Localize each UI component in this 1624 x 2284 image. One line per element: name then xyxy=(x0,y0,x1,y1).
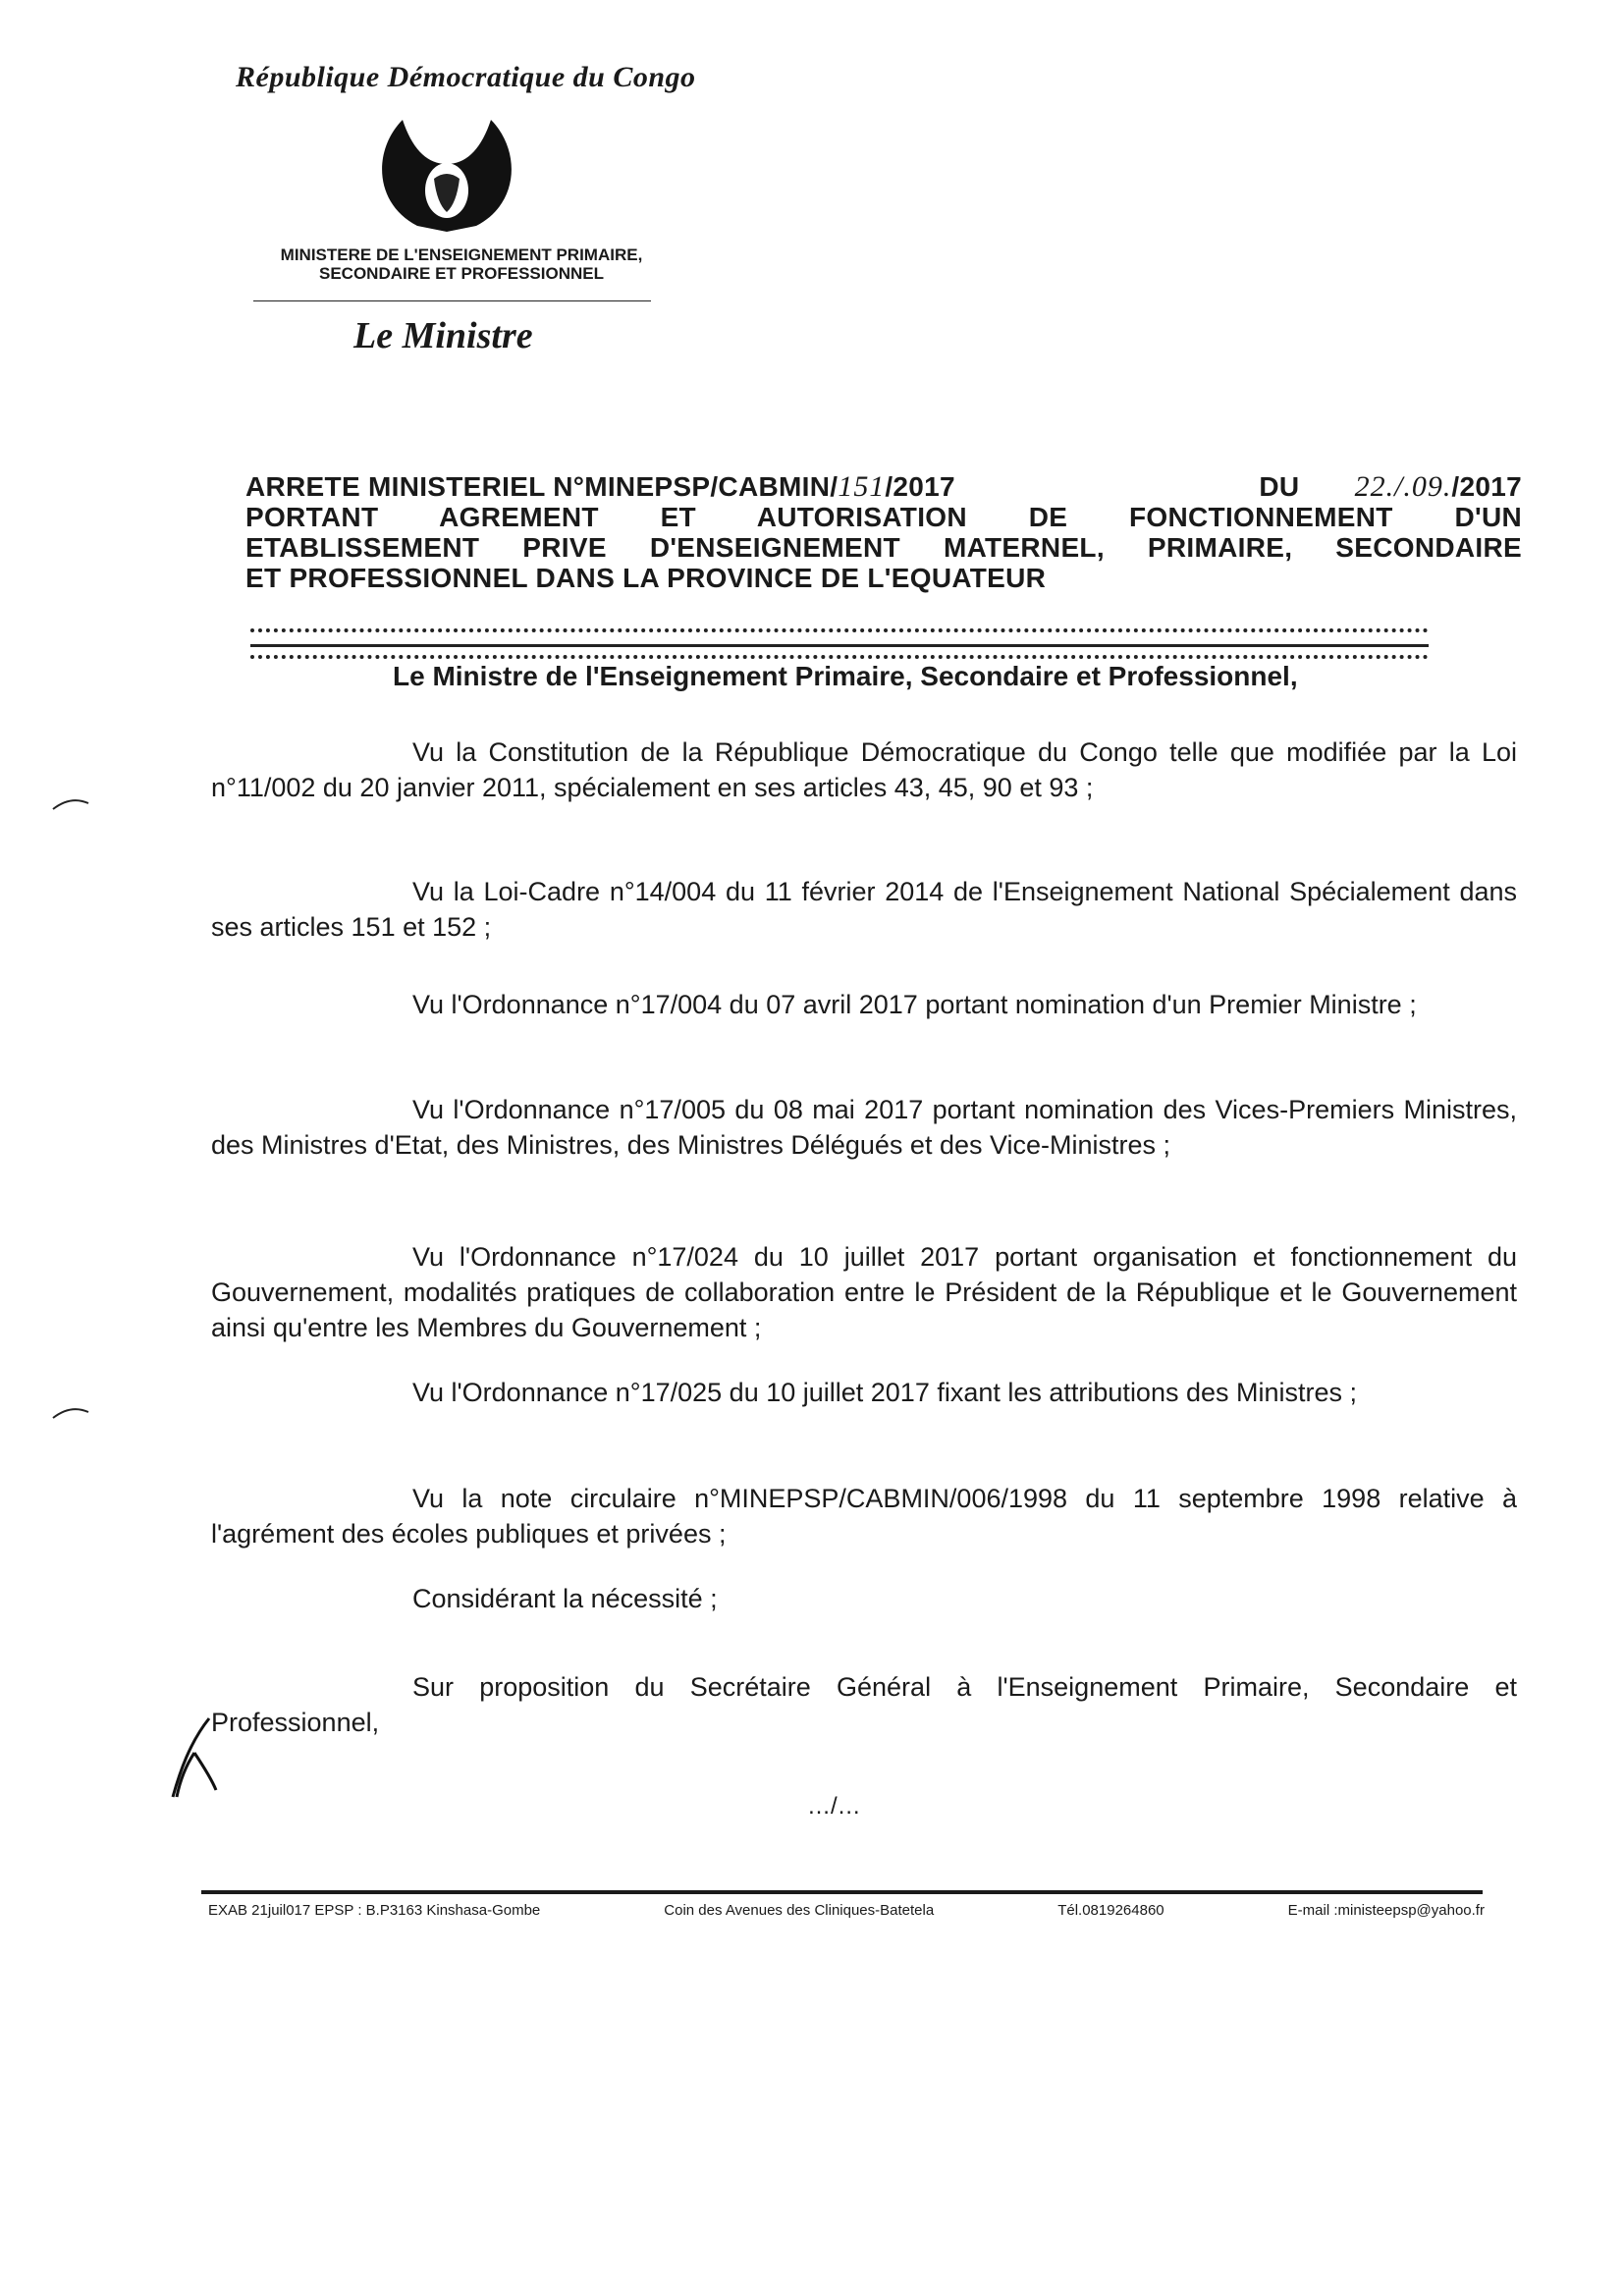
title-dotted-rule-2 xyxy=(250,655,1429,659)
decree-number-prefix: ARRETE MINISTERIEL N°MINEPSP/CABMIN/ xyxy=(245,471,839,502)
footer-address: Coin des Avenues des Cliniques-Batetela xyxy=(664,1902,935,1919)
footer-email: E-mail :ministeepsp@yahoo.fr xyxy=(1287,1902,1485,1919)
footer-reference: EXAB 21juil017 EPSP : B.P3163 Kinshasa-Gombe xyxy=(208,1902,541,1919)
decree-year: /2017 xyxy=(885,471,955,502)
footer xyxy=(208,1902,1485,1919)
decree-number-handwritten: 151 xyxy=(838,470,886,503)
letterhead-divider xyxy=(253,300,651,301)
paragraph-loi-cadre: Vu la Loi-Cadre n°14/004 du 11 février 2014 de l'Enseignement National Spécialement dans ses articles 151 et 152 ; xyxy=(211,877,1517,942)
decree-title-row-4: ET PROFESSIONNEL DANS LA PROVINCE DE L'EQUATEUR xyxy=(245,563,1047,593)
continuation-marker: …/… xyxy=(807,1793,861,1820)
paragraph-ordonnance-17-004: Vu l'Ordonnance n°17/004 du 07 avril 2017 portant nomination d'un Premier Ministre ; xyxy=(412,990,1417,1019)
paragraph-considerant: Considérant la nécessité ; xyxy=(412,1584,718,1613)
republic-heading: République Démocratique du Congo xyxy=(236,61,696,93)
date-label: DU xyxy=(1259,471,1300,502)
coat-of-arms-emblem xyxy=(363,110,530,238)
ministry-name xyxy=(250,245,673,283)
margin-mark xyxy=(51,793,90,813)
footer-phone: Tél.0819264860 xyxy=(1057,1902,1164,1919)
decree-title-row-1 xyxy=(245,471,1522,502)
margin-mark xyxy=(51,1402,90,1422)
ministry-line-1: MINISTERE DE L'ENSEIGNEMENT PRIMAIRE, xyxy=(280,245,643,264)
decree-title-row-3: ETABLISSEMENT PRIVE D'ENSEIGNEMENT MATERNEL, PRIMAIRE, SECONDAIRE xyxy=(245,532,1522,563)
ministry-line-2: SECONDAIRE ET PROFESSIONNEL xyxy=(319,264,604,283)
paragraph-ordonnance-17-024: Vu l'Ordonnance n°17/024 du 10 juillet 2017 portant organisation et fonctionnement du Gouvernement, modalités pratiques de collaboration entre le Président de la République et le Gouvernement ainsi qu'entre les Membres du Gouvernement ; xyxy=(211,1242,1517,1342)
footer-rule xyxy=(201,1890,1483,1894)
paragraph-note-circulaire: Vu la note circulaire n°MINEPSP/CABMIN/006/1998 du 11 septembre 1998 relative à l'agrément des écoles publiques et privées ; xyxy=(211,1484,1517,1549)
signatory-title: Le Ministre xyxy=(353,315,533,356)
title-dotted-rule xyxy=(250,628,1429,632)
paragraph-proposition: Sur proposition du Secrétaire Général à l'Enseignement Primaire, Secondaire et Professionnel, xyxy=(211,1672,1517,1737)
preamble: Le Ministre de l'Enseignement Primaire, Secondaire et Professionnel, xyxy=(393,661,1298,691)
paragraph-ordonnance-17-005: Vu l'Ordonnance n°17/005 du 08 mai 2017 portant nomination des Vices-Premiers Ministres, des Ministres d'Etat, des Ministres, des Ministres Délégués et des Vice-Ministres ; xyxy=(211,1095,1517,1160)
paragraph-ordonnance-17-025: Vu l'Ordonnance n°17/025 du 10 juillet 2017 fixant les attributions des Ministres ; xyxy=(412,1378,1358,1407)
paragraph-constitution: Vu la Constitution de la République Démocratique du Congo telle que modifiée par la Loi n°11/002 du 20 janvier 2011, spécialement en ses articles 43, 45, 90 et 93 ; xyxy=(211,737,1517,802)
title-solid-rule xyxy=(250,644,1429,647)
decree-title-row-2: PORTANT AGREMENT ET AUTORISATION DE FONCTIONNEMENT D'UN xyxy=(245,502,1522,532)
handwritten-initials xyxy=(165,1713,224,1802)
decree-date-handwritten: 22./.09. xyxy=(1354,470,1452,503)
decree-date-year: /2017 xyxy=(1451,471,1522,502)
decree-title xyxy=(245,471,1522,593)
